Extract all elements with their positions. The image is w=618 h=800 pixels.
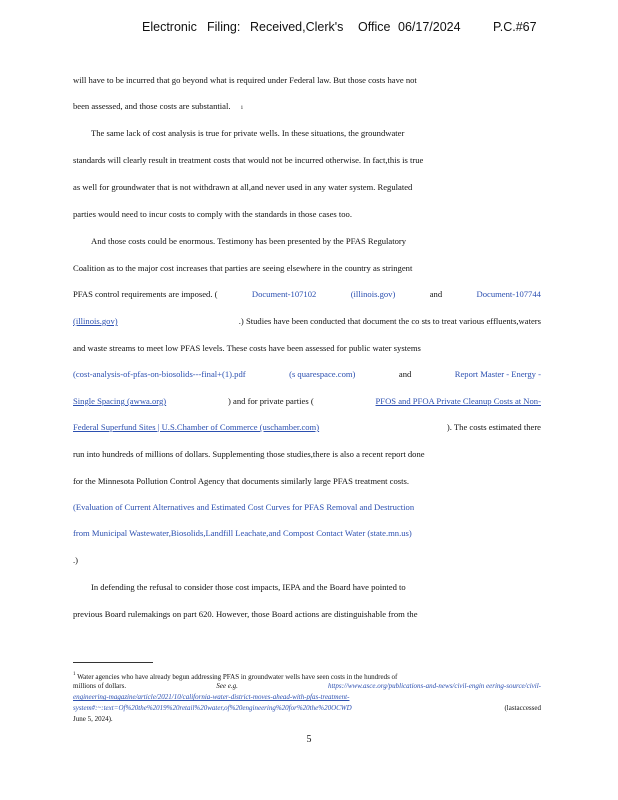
text: millions of dollars. (73, 682, 127, 690)
text: standards will clearly result in treatment costs that would not be incurred otherwise. In fact,this is true (73, 155, 424, 165)
link-mpca-evaluation[interactable]: (Evaluation of Current Alternatives and Estimated Cost Curves for PFAS Removal and Destruction (73, 502, 415, 512)
body-line (73, 341, 541, 355)
text: parties would need to incur costs to comply with the standards in those cases too. (73, 209, 353, 219)
text: previous Board rulemakings on part 620. However, those Board actions are distinguishable from the (73, 609, 418, 619)
footnote-ref[interactable]: 1 (240, 105, 244, 111)
text: And those costs could be enormous. Testimony has been presented by the PFAS Regulatory (91, 236, 407, 246)
footnote-url-2[interactable]: engineering-magazine/article/2021/10/california-water-district-moves-ahead-with-pfas-treatment- (73, 693, 350, 701)
body-line (73, 180, 541, 194)
body-line (73, 607, 541, 621)
body-line (73, 314, 541, 328)
body-line (73, 500, 541, 514)
body-line (73, 526, 541, 540)
footnote-number: 1 (73, 672, 76, 677)
header-filing: Filing: (207, 20, 241, 34)
text: and waste streams to meet low PFAS levels. These costs have been assessed for public water systems (73, 343, 421, 353)
body-line (73, 99, 541, 113)
body-line (73, 73, 541, 87)
filing-header (0, 20, 618, 38)
text: (lastaccessed (504, 704, 541, 712)
body-line (91, 580, 541, 594)
link-squarespace[interactable]: (s quarespace.com) (289, 369, 356, 379)
text: run into hundreds of millions of dollars. Supplementing those studies,there is also a recent report done (73, 449, 425, 459)
text: been assessed, and those costs are substantial. (73, 101, 231, 111)
text: and (429, 289, 443, 299)
footnote-line (73, 670, 541, 680)
link-illinois-gov-2[interactable]: (illinois.gov) (73, 316, 118, 326)
footnote-url[interactable]: https://www.asce.org/publications-and-news/civil-engin eering-source/civil- (327, 682, 541, 690)
link-uschamber[interactable]: Federal Superfund Sites | U.S.Chamber of Commerce (uschamber.com) (73, 422, 320, 432)
link-mpca-evaluation-2[interactable]: from Municipal Wastewater,Biosolids,Landfill Leachate,and Compost Contact Water (state.mn.us) (73, 528, 412, 538)
footnote-url-3[interactable]: system#:~:text=Of%20the%2019%20retail%20water,of%20engineering%20for%20the%20OCWD (73, 704, 352, 712)
body-line (73, 207, 541, 221)
text: June 5, 2024). (73, 715, 113, 723)
link-report-master[interactable]: Report Master - Energy - (454, 369, 541, 379)
text: The same lack of cost analysis is true for private wells. In these situations, the groundwater (91, 128, 405, 138)
body-line (73, 420, 541, 434)
link-illinois-gov[interactable]: (illinois.gov) (350, 289, 396, 299)
body-line (73, 553, 541, 567)
link-awwa[interactable]: Single Spacing (awwa.org) (73, 396, 167, 406)
text: Water agencies who have already begun addressing PFAS in groundwater wells have seen costs in the hundreds of (77, 673, 398, 681)
header-received: Received,Clerk's (250, 20, 344, 34)
footnote-line (73, 714, 541, 724)
body-line (73, 287, 541, 301)
body-line (91, 234, 541, 248)
header-office: Office (358, 20, 391, 34)
body-line (91, 126, 541, 140)
body-line (73, 153, 541, 167)
text: In defending the refusal to consider those cost impacts, IEPA and the Board have pointed to (91, 582, 406, 592)
body-line (73, 474, 541, 488)
text: See e.g. (216, 682, 238, 690)
text: ). The costs estimated there (446, 422, 541, 432)
body-line (73, 447, 541, 461)
text: and (398, 369, 412, 379)
text: .) Studies have been conducted that document the co sts to treat various effluents,waters (238, 316, 541, 326)
link-cost-analysis-pdf[interactable]: (cost-analysis-of-pfas-on-biosolids---final+(1).pdf (73, 369, 246, 379)
body-line (73, 367, 541, 381)
footnote-line (73, 692, 541, 702)
text: as well for groundwater that is not withdrawn at all,and never used in any water system. Regulated (73, 182, 413, 192)
header-date: 06/17/2024 (398, 20, 461, 34)
body-line (73, 261, 541, 275)
link-document-107744[interactable]: Document-107744 (476, 289, 541, 299)
header-electronic: Electronic (142, 20, 197, 34)
text: will have to be incurred that go beyond what is required under Federal law. But those costs have not (73, 75, 417, 85)
text: .) (73, 555, 79, 565)
text: Coalition as to the major cost increases that parties are seeing elsewhere in the country as stringent (73, 263, 413, 273)
footnote-line (73, 703, 541, 713)
page-number: 5 (306, 734, 312, 745)
body-line (73, 394, 541, 408)
link-document-107102[interactable]: Document-107102 (251, 289, 317, 299)
text: ) and for private parties ( (228, 396, 314, 406)
link-pfos-pfoa-costs[interactable]: PFOS and PFOA Private Cleanup Costs at Non- (375, 396, 541, 406)
text: for the Minnesota Pollution Control Agency that documents similarly large PFAS treatment costs. (73, 476, 409, 486)
footnote-divider (73, 662, 153, 663)
text: PFAS control requirements are imposed. ( (73, 289, 218, 299)
footnote-line (73, 681, 541, 691)
header-pc-number: P.C.#67 (493, 20, 537, 34)
